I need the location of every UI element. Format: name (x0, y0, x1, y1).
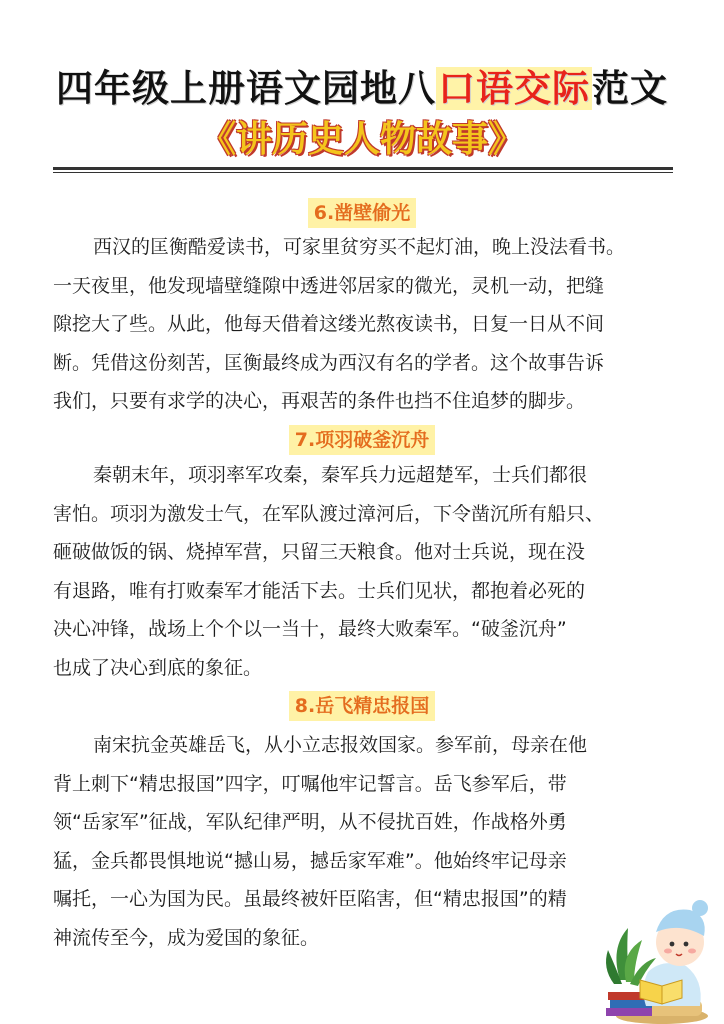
paragraph-line: 西汉的匡衡酷爱读书，可家里贫穷买不起灯油，晚上没法看书。 (93, 236, 626, 258)
paragraph-line: 南宋抗金英雄岳飞，从小立志报效国家。参军前，母亲在他 (93, 734, 588, 756)
title-highlight: 口语交际 (438, 67, 590, 110)
paragraph-line: 砸破做饭的锅、烧掉军营，只留三天粮食。他对士兵说，现在没 (53, 541, 586, 563)
paragraph-line: 领“岳家军”征战，军队纪律严明，从不侵扰百姓，作战格外勇 (53, 811, 567, 833)
paragraph-line: 隙挖大了些。从此，他每天借着这缕光熬夜读书，日复一日从不间 (53, 313, 605, 335)
paragraph-line: 害怕。项羽为激发士气，在军队渡过漳河后，下令凿沉所有船只、 (53, 502, 605, 525)
paragraph-line: 背上刺下“精忠报国”四字，叮嘱他牢记誓言。岳飞参军后，带 (53, 772, 567, 795)
section-heading-label: 6.凿壁偷光 (308, 198, 416, 228)
title-part2: 范文 (592, 67, 668, 110)
paragraph-line: 秦朝末年，项羽率军攻秦，秦军兵力远超楚军，士兵们都很 (93, 464, 588, 486)
reading-child-illustration (600, 888, 724, 1024)
section-paragraph-8 (53, 726, 675, 957)
section-heading-label: 8.岳飞精忠报国 (289, 691, 435, 721)
section-heading-6 (0, 198, 724, 228)
paragraph-line: 嘱托，一心为国为民。虽最终被奸臣陷害，但“精忠报国”的精 (53, 888, 567, 910)
paragraph-line: 神流传至今，成为爱国的象征。 (53, 926, 320, 949)
paragraph-line: 决心冲锋，战场上个个以一当十，最终大败秦军。“破釜沉舟” (53, 618, 567, 640)
page-subtitle: 《讲历史人物故事》 (199, 119, 524, 160)
section-heading-8 (0, 691, 724, 721)
title-divider (53, 167, 673, 173)
section-paragraph-6 (53, 228, 675, 421)
paragraph-line: 一天夜里，他发现墙壁缝隙中透进邻居家的微光，灵机一动，把缝 (53, 274, 605, 297)
paragraph-line: 我们，只要有求学的决心，再艰苦的条件也挡不住追梦的脚步。 (53, 390, 586, 412)
paragraph-line: 猛，金兵都畏惧地说“撼山易，撼岳家军难”。他始终牢记母亲 (53, 849, 567, 872)
paragraph-line: 断。凭借这份刻苦，匡衡最终成为西汉有名的学者。这个故事告诉 (53, 351, 605, 374)
section-heading-7 (0, 425, 724, 455)
page-title (0, 66, 724, 112)
paragraph-line: 也成了决心到底的象征。 (53, 656, 263, 679)
section-paragraph-7 (53, 456, 675, 687)
title-block (0, 66, 724, 162)
paragraph-line: 有退路，唯有打败秦军才能活下去。士兵们见状，都抱着必死的 (53, 579, 586, 602)
section-heading-label: 7.项羽破釜沉舟 (289, 425, 435, 455)
title-part1: 四年级上册语文园地八 (56, 67, 436, 110)
